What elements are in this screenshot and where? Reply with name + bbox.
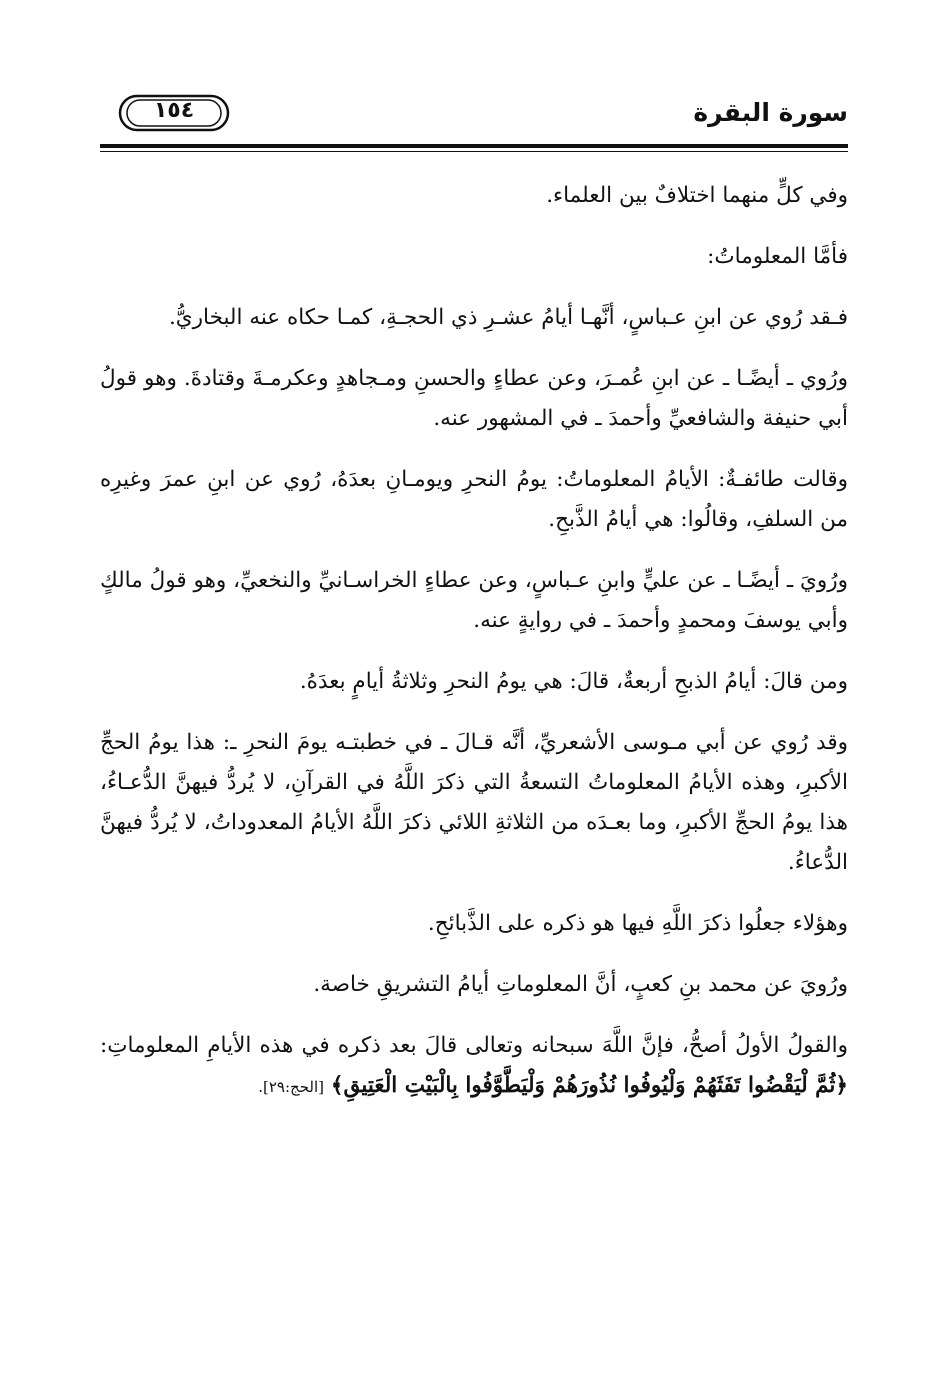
paragraph: ورُوي ـ أيضًـا ـ عن ابنِ عُمـرَ، وعن عطاءٍ والحسنِ ومـجاهدٍ وعكرمـةَ وقتادةَ. وهو قولُ أبي حنيفة والشافعيِّ وأحمدَ ـ في المشهور عنه.	[100, 366, 848, 431]
paragraph: وفي كلٍّ منهما اختلافٌ بين العلماء.	[546, 183, 848, 208]
page-number: ١٥٤	[153, 98, 195, 123]
paragraph: وقد رُوي عن أبي مـوسى الأشعريِّ، أنَّه قـالَ ـ في خطبتـه يومَ النحرِ ـ: هذا يومُ الحجِّ الأكبرِ، وهذه الأيامُ المعلوماتُ التسعةُ التي ذكرَ اللَّهُ في القرآنِ، لا يُردُّ فيهنَّ الدُّعـاءُ، هذا يومُ الحجِّ الأكبرِ، وما بعـدَه من الثلاثةِ اللائي ذكرَ اللَّهُ الأيامُ المعدوداتُ، لا يُردُّ فيهنَّ الدُّعاءُ.	[100, 730, 848, 875]
page-header	[100, 92, 848, 146]
header-rule-thick	[100, 144, 848, 148]
page-body	[100, 176, 848, 1128]
verse-reference: [الحج:٢٩].	[258, 1078, 324, 1096]
paragraph: ورُويَ ـ أيضًـا ـ عن عليٍّ وابنِ عـباسٍ، وعن عطاءٍ الخراسـانيِّ والنخعيِّ، وهو قولُ مالكٍ وأبي يوسفَ ومحمدٍ وأحمدَ ـ في روايةٍ عنه.	[100, 568, 848, 633]
paragraph: وقالت طائفـةٌ: الأيامُ المعلوماتُ: يومُ النحرِ ويومـانِ بعدَهُ، رُوي عن ابنِ عمرَ وغيرِه من السلفِ، وقالُوا: هي أيامُ الذَّبحِ.	[100, 467, 848, 532]
paragraph: فـقد رُوي عن ابنِ عـباسٍ، أنَّهـا أيامُ عشـرِ ذي الحجـةِ، كمـا حكاه عنه البخاريُّ.	[168, 305, 848, 330]
surah-title: سورة البقرة	[693, 98, 848, 127]
paragraph: وهؤلاء جعلُوا ذكرَ اللَّهِ فيها هو ذكره على الذَّبائحِ.	[427, 911, 848, 936]
paragraph-text: والقولُ الأولُ أصحُّ، فإنَّ اللَّهَ سبحانه وتعالى قالَ بعد ذكره في هذه الأيامِ المعلوماتِ:	[100, 1033, 848, 1058]
paragraph: ومن قالَ: أيامُ الذبحِ أربعةٌ، قالَ: هي يومُ النحرِ وثلاثةُ أيامٍ بعدَهُ.	[299, 669, 848, 694]
paragraph: ورُويَ عن محمد بنِ كعبٍ، أنَّ المعلوماتِ أيامُ التشريقِ خاصة.	[313, 972, 848, 997]
quran-verse: ﴿ثُمَّ لْيَقْضُوا تَفَثَهُمْ وَلْيُوفُوا نُذُورَهُمْ وَلْيَطَّوَّفُوا بِالْبَيْتِ الْعَتِيقِ﴾	[330, 1073, 848, 1098]
page-number-badge	[118, 94, 230, 132]
final-paragraph	[100, 1026, 848, 1107]
header-rule-thin	[100, 151, 848, 152]
paragraph: فأمَّا المعلوماتُ:	[707, 244, 848, 269]
